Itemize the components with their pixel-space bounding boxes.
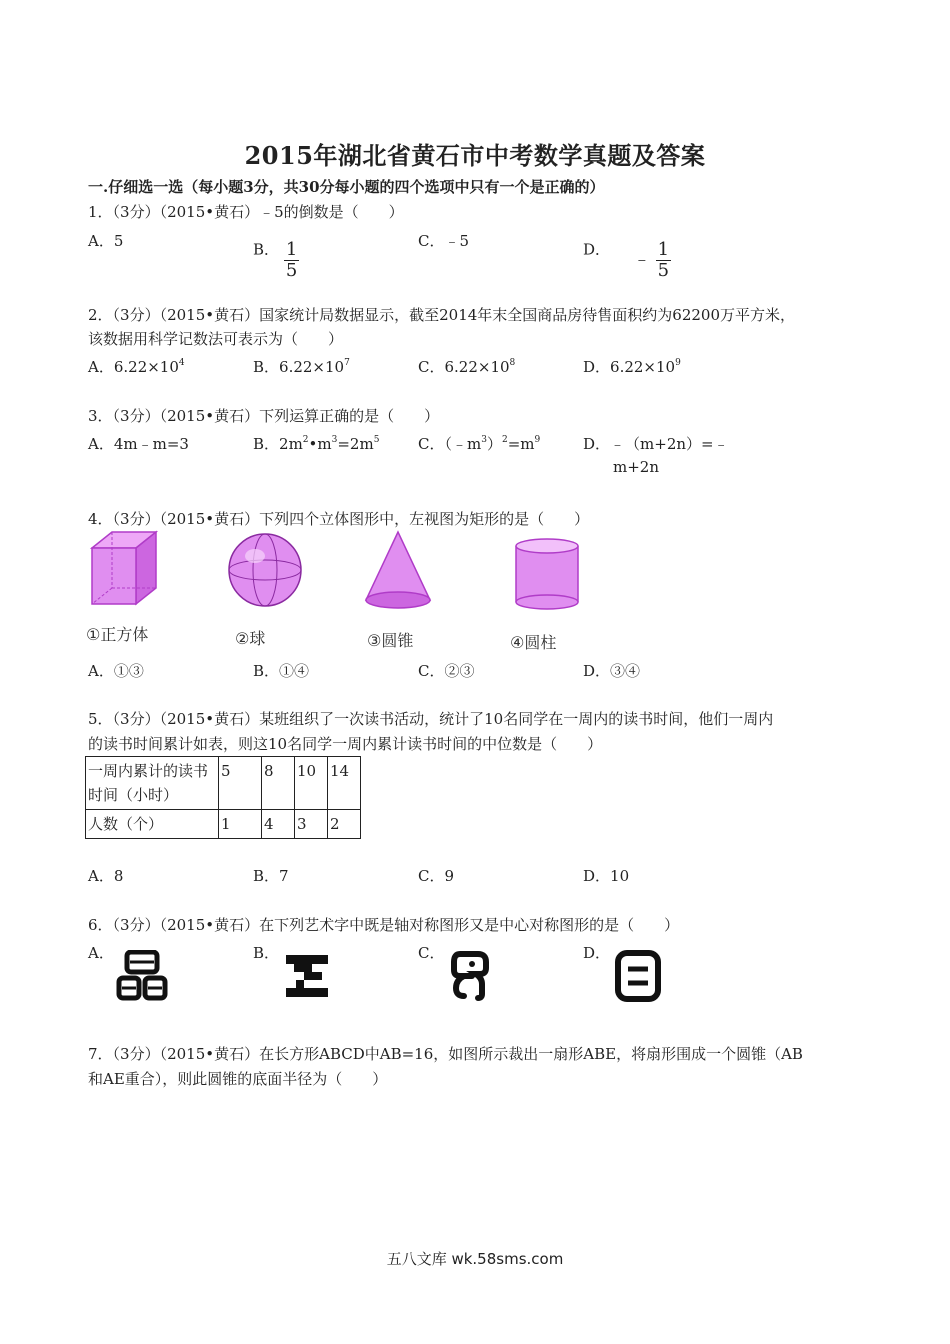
q4-caption-sphere: ②球: [235, 629, 266, 648]
q4-stem: 4．（3分）（2015•黄石）下列四个立体图形中，左视图为矩形的是（ ）: [88, 510, 590, 528]
q2-d-exponent: 9: [675, 358, 681, 368]
q3-option-d: D．﹣（m+2n）=﹣: [583, 435, 729, 453]
q5-option-d: D．10: [583, 867, 630, 885]
table-cell-label: 一周内累计的读书时间（小时）: [86, 757, 219, 810]
cone-figure: [366, 532, 430, 608]
q3-b-part2: •m: [308, 435, 332, 453]
q3-c-exp1: 3: [481, 435, 487, 445]
q2-a-text: A．6.22×10: [88, 358, 179, 376]
art-glyph-b-icon: [282, 950, 334, 1002]
q2-option-d: [583, 356, 681, 377]
q1-d-numerator: 1: [657, 239, 670, 260]
table-cell: 5: [219, 757, 262, 810]
page-title: 2015年湖北省黄石市中考数学真题及答案: [244, 141, 706, 170]
q5-option-b: B．7: [253, 867, 289, 885]
q2-b-text: B．6.22×10: [253, 358, 345, 376]
q1-d-denominator: 5: [657, 260, 670, 281]
q1-b-prefix: B．: [253, 240, 280, 259]
q5-option-a: A．8: [88, 867, 124, 885]
q3-c-part1: C．（﹣m: [418, 435, 482, 453]
table-cell: 4: [262, 810, 295, 839]
q3-option-a: A．4m﹣m=3: [88, 435, 189, 453]
q3-option-b: [253, 433, 379, 454]
q6-option-d: D．: [583, 944, 611, 962]
q1-option-a: A．5: [88, 232, 124, 250]
table-row: [86, 757, 361, 810]
q1-d-sign: ﹣: [632, 248, 651, 270]
cube-figure: [92, 532, 156, 604]
q2-stem-line2: 该数据用科学记数法可表示为（ ）: [88, 330, 344, 348]
footer-watermark: 五八文库 wk.58sms.com: [386, 1250, 564, 1268]
q3-c-exp3: 9: [534, 435, 541, 445]
table-cell: 3: [295, 810, 328, 839]
q7-stem-line2: 和AE重合），则此圆锥的底面半径为（ ）: [88, 1070, 388, 1088]
q5-option-c: C．9: [418, 867, 455, 885]
q1-b-numerator: 1: [285, 239, 298, 260]
q2-d-text: D．6.22×10: [583, 358, 676, 376]
section-heading: 一.仔细选一选（每小题3分，共30分每小题的四个选项中只有一个是正确的）: [88, 178, 605, 196]
q7-stem-line1: 7．（3分）（2015•黄石）在长方形ABCD中AB=16，如图所示裁出一扇形ABE，将扇形围成一个圆锥（AB: [88, 1045, 803, 1063]
q3-option-d-cont: m+2n: [613, 458, 659, 476]
q3-b-exp3: 5: [373, 435, 380, 445]
art-glyph-d-icon: [612, 950, 664, 1002]
q2-c-text: C．6.22×10: [418, 358, 510, 376]
q1-d-fraction: [656, 240, 671, 281]
q4-option-c: C．②③: [418, 662, 475, 680]
q3-b-exp1: 2: [302, 435, 309, 445]
q2-option-a: [88, 356, 185, 377]
table-cell: 14: [328, 757, 361, 810]
q3-b-exp2: 3: [331, 435, 338, 445]
q3-c-part2: ）: [486, 435, 502, 453]
table-cell: 10: [295, 757, 328, 810]
q4-option-b: B．①④: [253, 662, 310, 680]
q6-stem: 6．（3分）（2015•黄石）在下列艺术字中既是轴对称图形又是中心对称图形的是（ ）: [88, 916, 680, 934]
q2-c-exponent: 8: [509, 358, 516, 368]
table-row: [86, 810, 361, 839]
q2-option-c: [418, 356, 515, 377]
q1-option-c: C．﹣5: [418, 232, 470, 250]
q4-option-a: A．①③: [88, 662, 144, 680]
q1-option-d: [583, 230, 670, 281]
q6-option-a: A．: [88, 944, 114, 962]
q3-b-part3: =2m: [337, 435, 374, 453]
q2-stem-line1: 2．（3分）（2015•黄石）国家统计局数据显示，截至2014年末全国商品房待售面积约为62200万平方米，: [88, 306, 796, 324]
q3-option-c: [418, 433, 540, 454]
table-cell: 1: [219, 810, 262, 839]
q1-b-denominator: 5: [285, 260, 298, 281]
q1-option-b: [253, 230, 299, 281]
table-cell: 2: [328, 810, 361, 839]
q3-stem: 3．（3分）（2015•黄石）下列运算正确的是（ ）: [88, 407, 440, 425]
art-glyph-a-icon: [116, 950, 168, 1002]
cylinder-figure: [516, 539, 578, 609]
q2-a-exponent: 4: [178, 358, 185, 368]
q2-b-exponent: 7: [344, 358, 350, 368]
q4-caption-cylinder: ④圆柱: [510, 633, 557, 652]
q1-b-fraction: [284, 240, 299, 281]
q4-caption-cone: ③圆锥: [367, 631, 414, 650]
q5-stem-line2: 的读书时间累计如表，则这10名同学一周内累计读书时间的中位数是（ ）: [88, 735, 603, 753]
q1-stem: 1．（3分）（2015•黄石）﹣5的倒数是（ ）: [88, 203, 404, 221]
q5-data-table: [85, 756, 361, 839]
sphere-figure: [229, 534, 301, 606]
q3-c-exp2: 2: [501, 435, 508, 445]
q5-stem-line1: 5．（3分）（2015•黄石）某班组织了一次读书活动，统计了10名同学在一周内的读书时间，他们一周内: [88, 710, 774, 728]
art-glyph-c-icon: [446, 950, 498, 1002]
q6-option-b: B．: [253, 944, 280, 962]
q3-b-part1: B．2m: [253, 435, 303, 453]
q3-c-part3: =m: [507, 435, 535, 453]
table-cell-label: 人数（个）: [86, 810, 219, 839]
q1-d-prefix: D．: [583, 240, 611, 259]
q4-caption-cube: ①正方体: [86, 625, 149, 644]
table-cell: 8: [262, 757, 295, 810]
q6-option-c: C．: [418, 944, 445, 962]
q4-option-d: D．③④: [583, 662, 641, 680]
q2-option-b: [253, 356, 350, 377]
